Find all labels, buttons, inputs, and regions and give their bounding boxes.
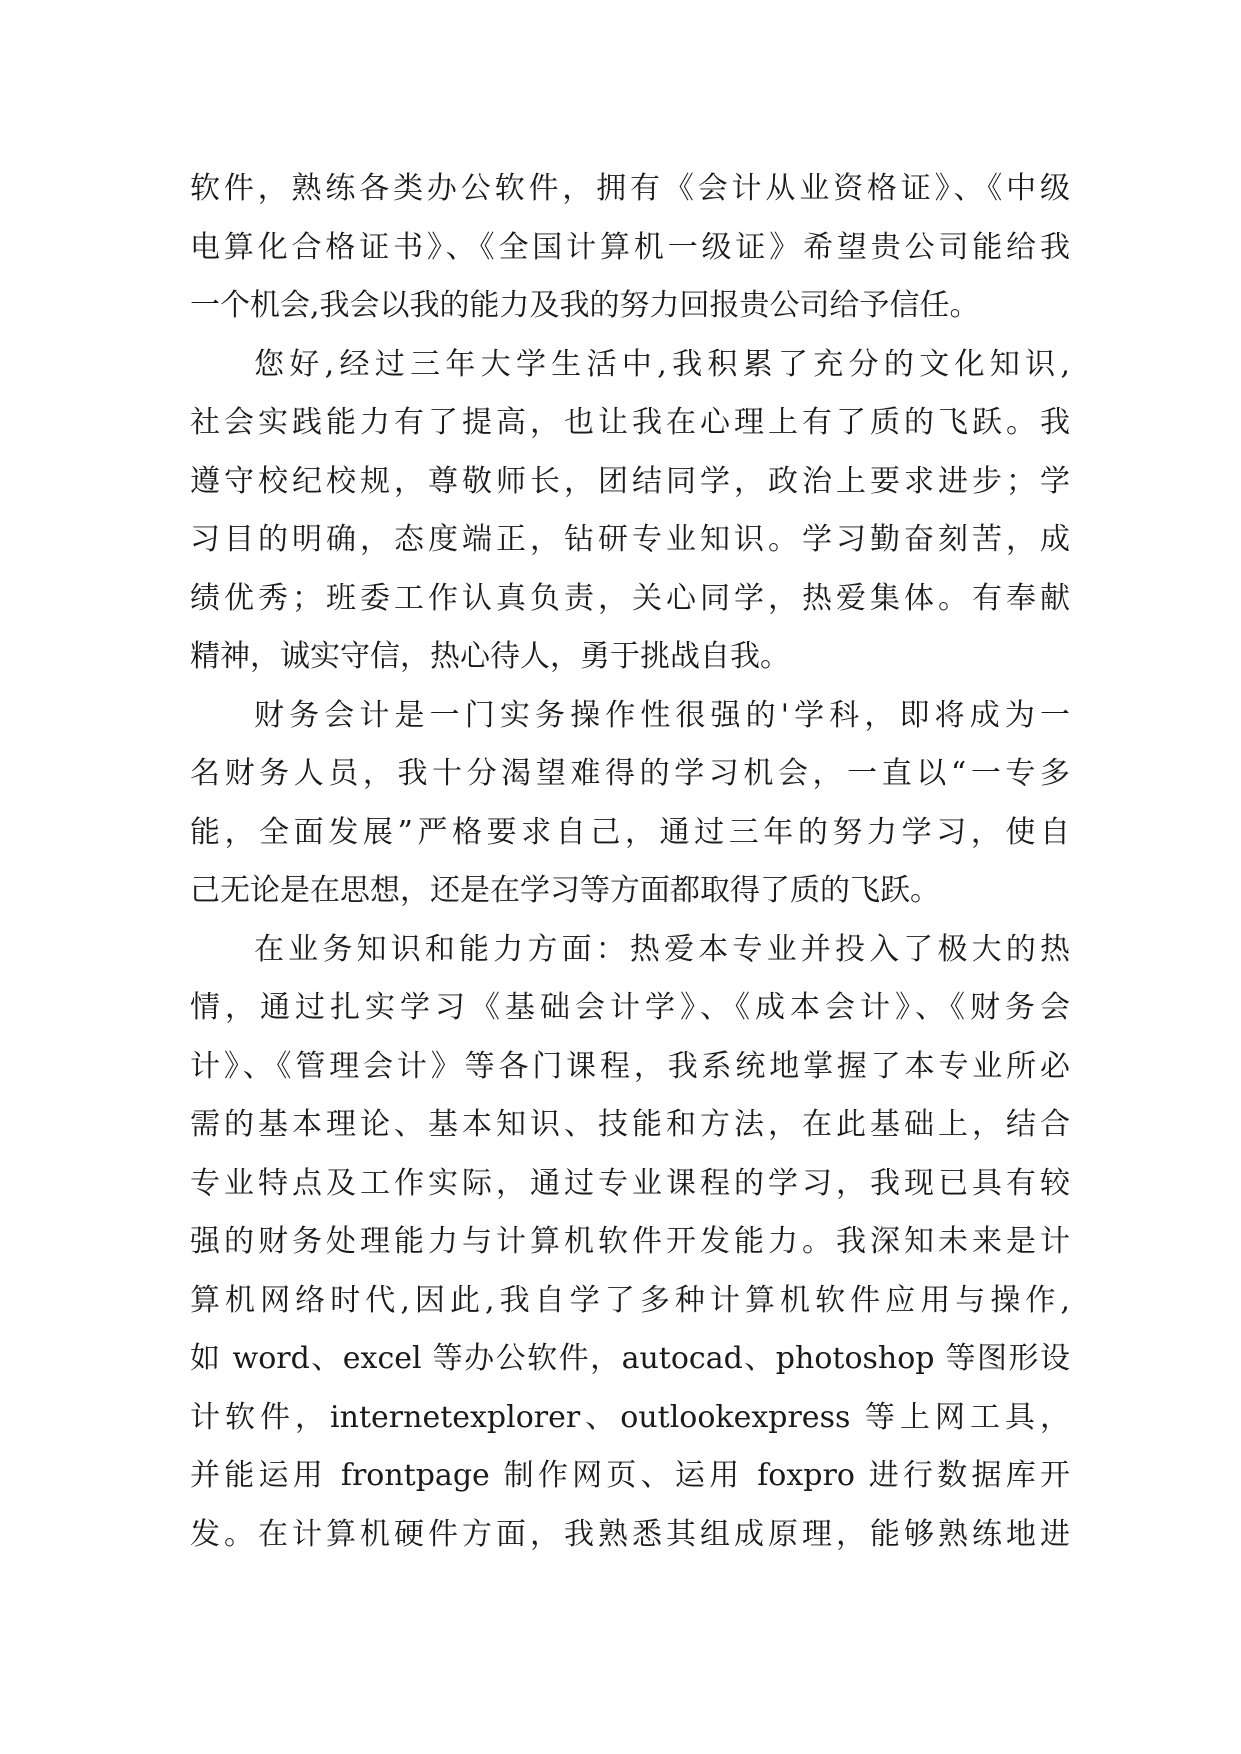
text-line: 计》、《管理会计》等各门课程，我系统地掌握了本专业所必: [190, 1048, 1070, 1084]
text-line: 精神，诚实守信，热心待人，勇于挑战自我。: [190, 639, 790, 674]
document-body: [190, 160, 1070, 1564]
paragraph-3: [190, 687, 1070, 921]
text-line: 习目的明确，态度端正，钻研专业知识。学习勤奋刻苦，成: [190, 522, 1070, 557]
text-line: 电算化合格证书》、《全国计算机一级证》希望贵公司能给我: [190, 229, 1070, 265]
text-line: 绩优秀；班委工作认真负责，关心同学，热爱集体。有奉献: [190, 580, 1070, 616]
text-line: 社会实践能力有了提高，也让我在心理上有了质的飞跃。我: [190, 405, 1070, 440]
text-line: 需的基本理论、基本知识、技能和方法，在此基础上，结合: [190, 1107, 1070, 1142]
paragraph-2: [190, 336, 1070, 687]
text-line: 情，通过扎实学习《基础会计学》、《成本会计》、《财务会: [190, 990, 1070, 1025]
text-line: 计软件，internetexplorer、outlookexpress 等上网工具，: [190, 1399, 1070, 1435]
text-line: 软件，熟练各类办公软件，拥有《会计从业资格证》、《中级: [190, 171, 1070, 206]
paragraph-4: [190, 921, 1070, 1565]
text-line: 强的财务处理能力与计算机软件开发能力。我深知未来是计: [190, 1224, 1070, 1259]
text-line: 专业特点及工作实际，通过专业课程的学习，我现已具有较: [190, 1165, 1070, 1201]
text-line: 能，全面发展”严格要求自己，通过三年的努力学习，使自: [190, 814, 1070, 850]
text-line: 遵守校纪校规，尊敬师长，团结同学，政治上要求进步；学: [190, 463, 1070, 499]
text-line: 您好,经过三年大学生活中,我积累了充分的文化知识,: [254, 346, 1070, 382]
text-line: 算机网络时代,因此,我自学了多种计算机软件应用与操作,: [190, 1282, 1070, 1318]
text-line: 在业务知识和能力方面：热爱本专业并投入了极大的热: [254, 931, 1070, 967]
text-line: 发。在计算机硬件方面，我熟悉其组成原理，能够熟练地进: [190, 1516, 1070, 1552]
text-line: 一个机会,我会以我的能力及我的努力回报贵公司给予信任。: [190, 288, 980, 323]
text-line: 如 word、excel 等办公软件，autocad、photoshop 等图形设: [190, 1341, 1070, 1376]
text-line: 名财务人员，我十分渴望难得的学习机会，一直以“一专多: [190, 756, 1070, 791]
paragraph-1: [190, 160, 1070, 336]
text-line: 己无论是在思想，还是在学习等方面都取得了质的飞跃。: [190, 873, 940, 908]
text-line: 并能运用 frontpage 制作网页、运用 foxpro 进行数据库开: [190, 1458, 1070, 1493]
text-line: 财务会计是一门实务操作性很强的'学科，即将成为一: [254, 697, 1070, 733]
